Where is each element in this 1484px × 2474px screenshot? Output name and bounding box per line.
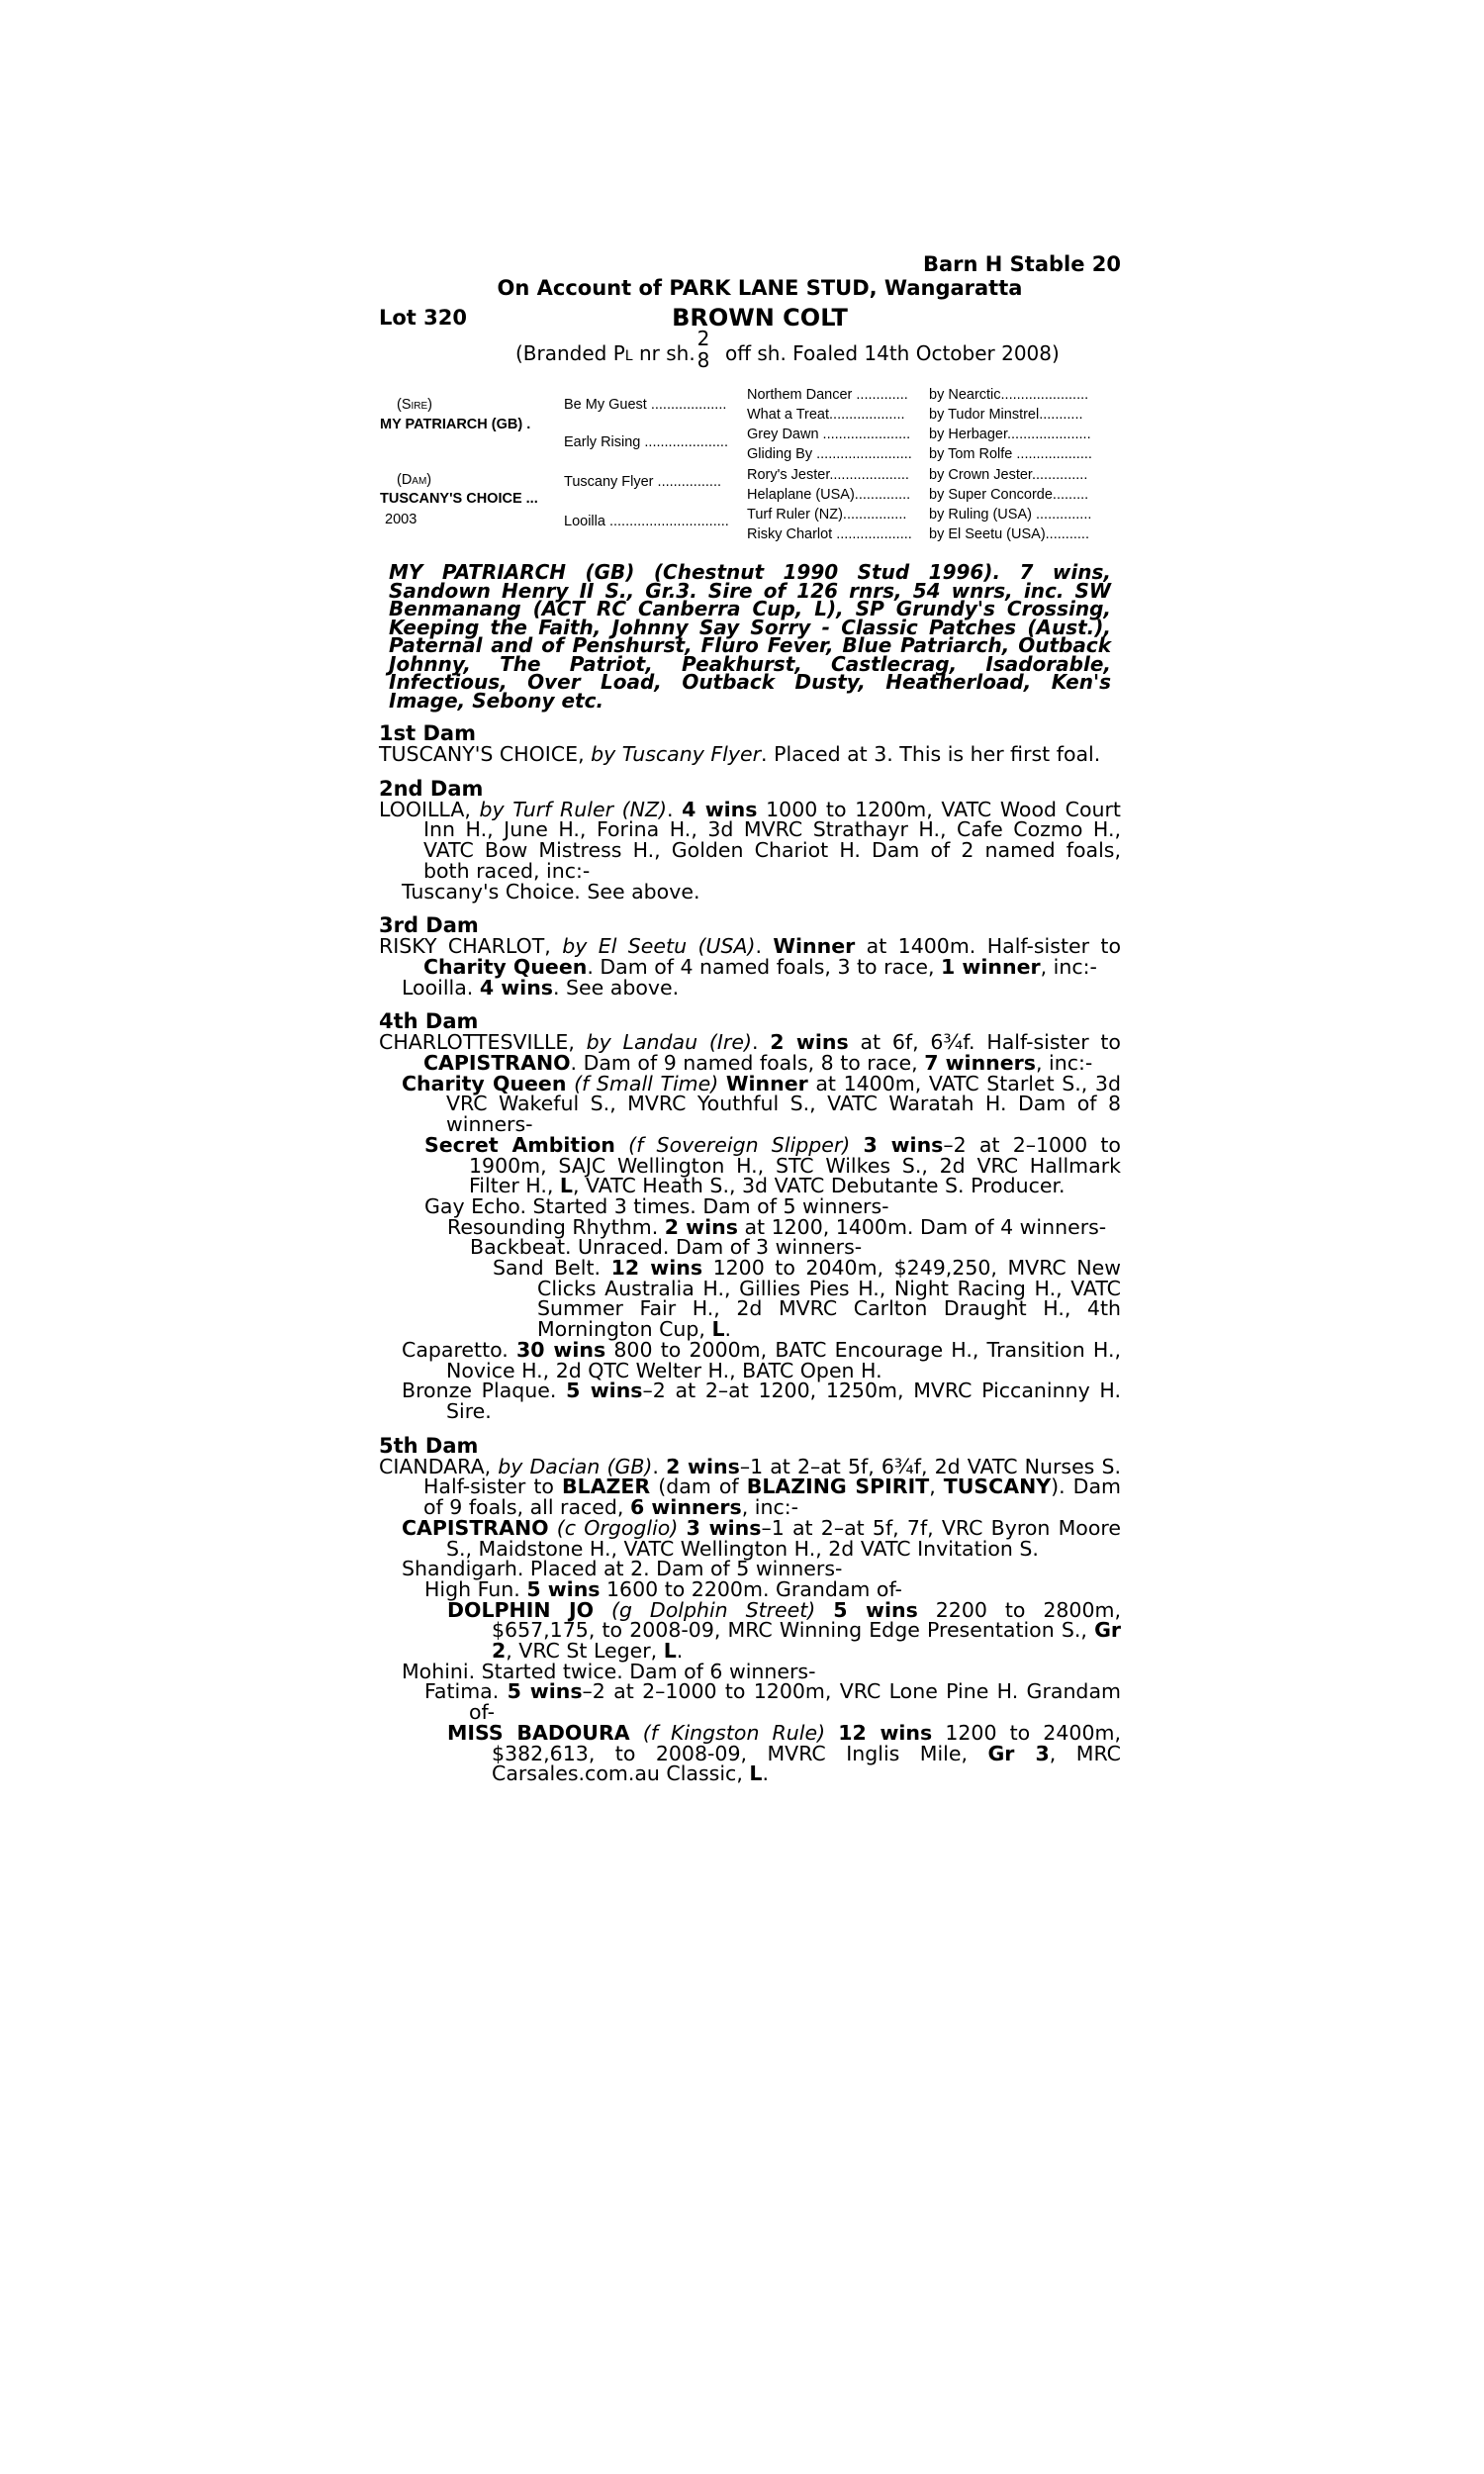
dam-entry [379, 1454, 1121, 1520]
bold-text: 4 wins [682, 797, 758, 821]
gen3-4: Gliding By ........................ [747, 446, 912, 462]
brand-text-start [515, 341, 696, 365]
bold-text: L [749, 1761, 763, 1786]
sire-dam: Early Rising ..................... [564, 434, 728, 450]
gen3-3: Grey Dawn ...................... [747, 427, 911, 442]
entry-text: , VRC St Leger, [506, 1639, 664, 1664]
entry-text: Mohini. Started twice. Dam of 6 winners- [402, 1659, 816, 1683]
entry-text: (dam of [650, 1475, 747, 1499]
bold-text: Winner [773, 934, 856, 959]
bold-text: DOLPHIN JO [447, 1597, 595, 1622]
entry-text: 2200 to 2800m, $657,175, to 2008-09, MRC Winning Edge Presentation S., [492, 1597, 1121, 1643]
entry-text: TUSCANY'S CHOICE, [379, 742, 592, 766]
entry-text: CIANDARA, [379, 1454, 499, 1478]
entry-text: High Fun. [424, 1576, 527, 1601]
entry-text: . Dam of 4 named foals, 3 to race, [587, 954, 942, 979]
bold-text: CAPISTRANO [423, 1051, 571, 1076]
bold-text: TUSCANY [943, 1475, 1052, 1499]
dam-heading: 1st Dam [379, 721, 476, 745]
dam-heading: 2nd Dam [379, 776, 484, 801]
catalogue-page [379, 252, 1121, 1784]
dam-entry [379, 1337, 1121, 1382]
italic-text: (f Sovereign Slipper) [628, 1132, 851, 1157]
entry-text: , inc:- [1040, 954, 1097, 979]
entry-text: , [929, 1475, 944, 1499]
entry-text: . [667, 797, 683, 821]
entry-text: RISKY CHARLOT, [379, 934, 563, 959]
sire-sire: Be My Guest ................... [564, 397, 727, 413]
bold-text: Winner [725, 1071, 808, 1095]
entry-text: . [762, 1761, 769, 1786]
dam-entry [379, 1258, 1121, 1340]
entry-text: . Placed at 3. This is her first foal. [761, 742, 1101, 766]
colour-sex: BROWN COLT [672, 304, 848, 332]
entry-text: Bronze Plaque. [402, 1379, 567, 1403]
dam-entry [379, 1380, 1121, 1421]
entry-text: , MRC Carsales.com.au Classic, [492, 1741, 1121, 1786]
bold-text: MISS BADOURA [447, 1720, 630, 1745]
sire-name: MY PATRIARCH (GB) . [380, 417, 531, 432]
dam-heading: 4th Dam [379, 1009, 479, 1034]
italic-text: (f Small Time) [574, 1071, 719, 1095]
bold-text: Gr 2 [492, 1618, 1121, 1664]
entry-text: LOOILLA, [379, 797, 480, 821]
entry-text: 1000 to 1200m, VATC Wood Court Inn H., June H., Forina H., 3d MVRC Strathayr H., Cafe Cozmo H., VATC Bow Mistress H., Golden Chariot H. Dam of 2 named foals, both raced, inc:- [423, 797, 1121, 883]
entry-text: Gay Echo. Started 3 times. Dam of 5 winners- [424, 1193, 889, 1218]
lot-number: Lot 320 [379, 306, 467, 330]
vendor-account: On Account of PARK LANE STUD, Wangaratta [497, 276, 1023, 300]
gen3-7: Turf Ruler (NZ)................ [747, 507, 907, 523]
entry-text: Resounding Rhythm. [447, 1214, 665, 1239]
italic-text: by Dacian (GB) [498, 1454, 653, 1478]
bold-text: 30 wins [516, 1337, 606, 1362]
entry-text: Fatima. [424, 1679, 508, 1704]
entry-text: 1200 to 2400m, $382,613, to 2008-09, MVRC Inglis Mile, [492, 1720, 1121, 1765]
entry-text: –2 at 2–1000 to 1200m, VRC Lone Pine H. Grandam of- [469, 1679, 1121, 1725]
entry-text: 1200 to 2040m, $249,250, MVRC New Clicks Australia H., Gillies Pies H., Night Racing H., VATC Summer Fair H., 2d MVRC Carlton Draught H., 4th Mornington Cup, [537, 1256, 1121, 1342]
entry-text: , VATC Heath S., 3d VATC Debutante S. Producer. [572, 1174, 1066, 1198]
entry-text: Backbeat. Unraced. Dam of 3 winners- [470, 1235, 863, 1260]
bold-text: BLAZING SPIRIT [746, 1475, 930, 1499]
entry-text: , inc:- [741, 1495, 799, 1520]
italic-text: (f Kingston Rule) [642, 1720, 826, 1745]
gen3-1: Northem Dancer ............. [747, 387, 908, 403]
dam-sire: Tuscany Flyer ................ [564, 474, 721, 490]
entry-text: at 6f, 6¾f. Half-sister to [848, 1030, 1121, 1055]
entry-text: –1 at 2–at 5f, 7f, VRC Byron Moore S., Maidstone H., VATC Wellington H., 2d VATC Invitation S. [446, 1515, 1121, 1561]
dam-entry [379, 1559, 1121, 1579]
gen4-3: by Herbager..................... [929, 427, 1091, 442]
brand-pre: (Branded P [515, 341, 625, 365]
bold-text: 5 wins [526, 1576, 601, 1601]
gen4-8: by El Seetu (USA)........... [929, 526, 1089, 542]
bold-text: L [559, 1174, 573, 1198]
bold-text: Secret Ambition [424, 1132, 615, 1157]
pedigree-table [379, 385, 1121, 553]
dam-entry [379, 1515, 1121, 1561]
gen4-6: by Super Concorde......... [929, 487, 1089, 503]
dam-entry [379, 1237, 1121, 1258]
bold-text: CAPISTRANO [402, 1515, 549, 1540]
dam-entry [379, 1214, 1121, 1239]
bold-text: 3 wins [863, 1132, 944, 1157]
entry-text: at 1200, 1400m. Dam of 4 winners- [737, 1214, 1107, 1239]
lot-line [379, 306, 1121, 335]
italic-text: by Tuscany Flyer [591, 742, 762, 766]
bold-text: BLAZER [562, 1475, 651, 1499]
entry-text: . [724, 1317, 732, 1342]
dam-entry [379, 879, 1121, 904]
dam-dam: Looilla .............................. [564, 514, 729, 529]
dam-heading: 5th Dam [379, 1433, 479, 1458]
entry-text: . See above. [553, 975, 680, 999]
brand-text-end: off sh. Foaled 14th October 2008) [725, 341, 1060, 365]
entry-text: at 1400m, VATC Starlet S., 3d VRC Wakeful S., MVRC Youthful S., VATC Waratah H. Dam of 8 winners- [446, 1071, 1121, 1137]
dam-entry [379, 1132, 1121, 1198]
brand-mid: nr sh. [632, 341, 696, 365]
gen4-1: by Nearctic...................... [929, 387, 1089, 403]
gen4-5: by Crown Jester.............. [929, 467, 1088, 483]
entry-text: ). Dam of 9 foals, all raced, [423, 1475, 1121, 1520]
italic-text: (g Dolphin Street) [611, 1597, 816, 1622]
dam-entry [379, 1193, 1121, 1218]
bold-text: L [711, 1317, 725, 1342]
bold-text: 6 winners [629, 1495, 742, 1520]
brand-l: L [624, 348, 633, 364]
entry-text: 800 to 2000m, BATC Encourage H., Transition H., Novice H., 2d QTC Welter H., BATC Open H. [446, 1337, 1121, 1382]
sire-label: (Sire) [397, 397, 432, 413]
gen3-2: What a Treat................... [747, 407, 905, 423]
gen4-4: by Tom Rolfe ................... [929, 446, 1092, 462]
entry-text: . Dam of 9 named foals, 8 to race, [570, 1051, 925, 1076]
brand-num-bottom: 8 [696, 348, 710, 372]
dam-entry [379, 975, 1121, 999]
bold-text: Gr 3 [987, 1741, 1050, 1765]
italic-text: by El Seetu (USA) [562, 934, 756, 959]
bold-text: Charity Queen [402, 1071, 567, 1095]
italic-text: by Landau (Ire) [586, 1030, 752, 1055]
entry-text: Looilla. [402, 975, 480, 999]
dam-name: TUSCANY'S CHOICE ... [380, 491, 538, 507]
bold-text: 5 wins [833, 1597, 918, 1622]
entry-text: Caparetto. [402, 1337, 517, 1362]
entry-text: Tuscany's Choice. See above. [402, 879, 700, 904]
bold-text: 1 winner [941, 954, 1041, 979]
dam-entry [379, 1071, 1121, 1137]
bold-text: 2 wins [666, 1454, 740, 1478]
entry-text: Shandigarh. Placed at 2. Dam of 5 winners- [402, 1557, 843, 1581]
brand-numbers [694, 328, 713, 371]
entry-text: at 1400m. Half-sister to [855, 934, 1121, 959]
entry-text: Sand Belt. [493, 1256, 611, 1281]
dam-label: (Dam) [397, 472, 432, 488]
entry-text: . [676, 1639, 684, 1664]
bold-text: 5 wins [566, 1379, 643, 1403]
italic-text: (c Orgoglio) [556, 1515, 679, 1540]
dam-heading: 3rd Dam [379, 913, 479, 938]
dam-entry [379, 1720, 1121, 1786]
brand-num-top: 2 [696, 327, 710, 350]
dam-year: 2003 [385, 512, 417, 527]
brand-line [379, 327, 1121, 379]
entry-text: –1 at 2–at 5f, 6¾f, 2d VATC Nurses S. Half-sister to [423, 1454, 1121, 1499]
bold-text: Charity Queen [423, 954, 588, 979]
bold-text: 5 wins [507, 1679, 583, 1704]
bold-text: 2 wins [770, 1030, 849, 1055]
dam-entry [379, 1679, 1121, 1725]
bold-text: 3 wins [686, 1515, 762, 1540]
dam-entry [379, 936, 1121, 977]
entry-text: –2 at 2–at 1200, 1250m, MVRC Piccaninny H. Sire. [446, 1379, 1121, 1423]
dam-entry [379, 1659, 1121, 1683]
dam-sections [379, 723, 1121, 1784]
gen4-7: by Ruling (USA) .............. [929, 507, 1092, 523]
gen4-2: by Tudor Minstrel........... [929, 407, 1083, 423]
entry-text: 1600 to 2200m. Grandam of- [600, 1576, 902, 1601]
dam-entry [379, 1576, 1121, 1601]
italic-text: by Turf Ruler (NZ) [479, 797, 668, 821]
dam-entry [379, 1030, 1121, 1076]
entry-text: . [652, 1454, 667, 1478]
dam-entry [379, 797, 1121, 883]
bold-text: 7 winners [924, 1051, 1036, 1076]
entry-text: . [755, 934, 774, 959]
entry-text: –2 at 2–1000 to 1900m, SAJC Wellington H., STC Wilkes S., 2d VRC Hallmark Filter H., [469, 1132, 1121, 1198]
entry-text: , inc:- [1036, 1051, 1093, 1076]
sire-summary: MY PATRIARCH (GB) (Chestnut 1990 Stud 1996). 7 wins, Sandown Henry II S., Gr.3. Sire of 126 rnrs, 54 wnrs, inc. SW Benmanang (ACT RC Canberra Cup, L), SP Grundy's Crossing, Keeping the Faith, Johnny Say Sorry - Classic Patches (Aust.), Paternal and of Penshurst, Fluro Fever, Blue Patriarch, Outback Johnny, The Patriot, Peakhurst, Castlecrag, Isadorable, Infectious, Over Load, Outback Dusty, Heatherload, Ken's Image, Sebony etc. [389, 560, 1111, 713]
gen3-5: Rory's Jester.................... [747, 467, 909, 483]
bold-text: 12 wins [838, 1720, 933, 1745]
bold-text: 4 wins [479, 975, 553, 999]
bold-text: 12 wins [610, 1256, 703, 1281]
bold-text: 2 wins [664, 1214, 738, 1239]
bold-text: L [663, 1639, 677, 1664]
gen3-6: Helaplane (USA).............. [747, 487, 911, 503]
barn-stable: Barn H Stable 20 [922, 252, 1121, 276]
entry-text: CHARLOTTESVILLE, [379, 1030, 587, 1055]
gen3-8: Risky Charlot ................... [747, 526, 912, 542]
dam-entry [379, 1597, 1121, 1664]
entry-text: . [751, 1030, 771, 1055]
dam-entry [379, 744, 1121, 765]
